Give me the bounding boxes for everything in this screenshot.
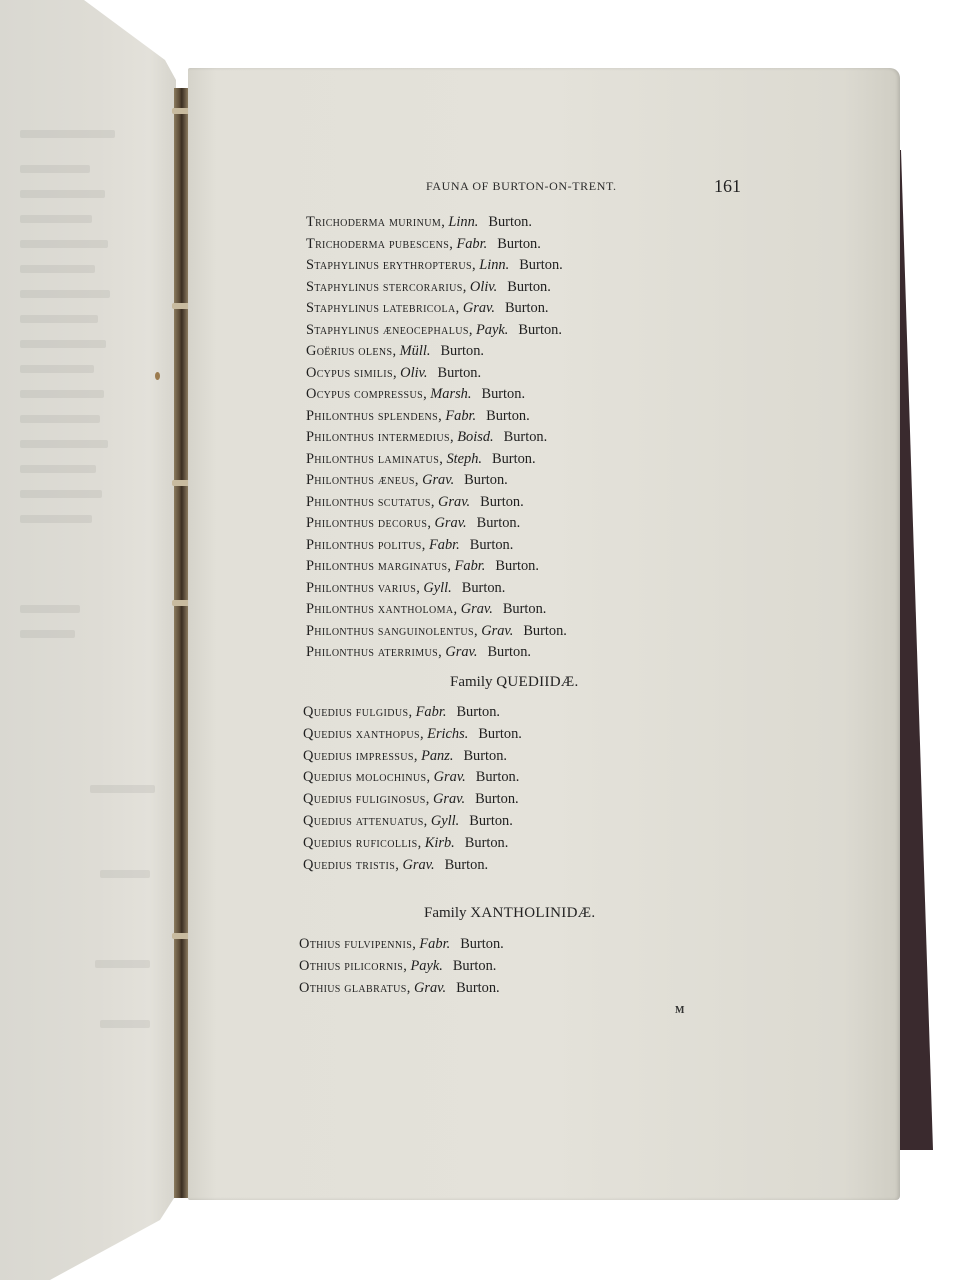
- species-entry: Philonthus politus, Fabr. Burton.: [306, 536, 514, 553]
- show-through-text: [100, 870, 150, 878]
- show-through-text: [20, 265, 95, 273]
- species-entry: Quedius xanthopus, Erichs. Burton.: [303, 725, 522, 742]
- species-entry: Philonthus aterrimus, Grav. Burton.: [306, 644, 532, 660]
- species-entry: Philonthus varius, Gyll. Burton.: [306, 579, 506, 596]
- species-entry: Quedius attenuatus, Gyll. Burton.: [303, 812, 513, 829]
- species-entry: Quedius fulgidus, Fabr. Burton.: [303, 704, 501, 720]
- species-entry: Philonthus marginatus, Fabr. Burton.: [306, 558, 539, 574]
- species-entry: Quedius tristis, Grav. Burton.: [303, 856, 489, 873]
- species-entry: Ocypus compressus, Marsh. Burton.: [306, 386, 526, 402]
- show-through-text: [95, 960, 150, 968]
- page-number: 161: [714, 176, 741, 196]
- show-through-text: [20, 365, 94, 373]
- show-through-text: [20, 315, 98, 323]
- show-through-text: [20, 605, 80, 613]
- species-list-xantholinidae: [299, 934, 504, 999]
- species-entry: Quedius impressus, Panz. Burton.: [303, 747, 508, 764]
- show-through-text: [20, 130, 115, 138]
- species-list-quediidae: [303, 702, 522, 876]
- show-through-text: [90, 785, 155, 793]
- show-through-text: [20, 465, 96, 473]
- show-through-text: [20, 630, 75, 638]
- show-through-text: [20, 440, 108, 448]
- species-entry: Philonthus xantholoma, Grav. Burton.: [306, 601, 547, 617]
- show-through-text: [100, 1020, 150, 1028]
- show-through-text: [20, 340, 106, 348]
- book-cover-edge: [895, 150, 935, 1150]
- species-entry: Othius glabratus, Grav. Burton.: [299, 979, 500, 996]
- species-entry: Philonthus æneus, Grav. Burton.: [306, 472, 508, 488]
- foxing-spot: [155, 372, 160, 380]
- species-entry: Staphylinus stercorarius, Oliv. Burton.: [306, 278, 551, 295]
- show-through-text: [20, 240, 108, 248]
- show-through-text: [20, 290, 110, 298]
- species-entry: Othius fulvipennis, Fabr. Burton.: [299, 936, 504, 952]
- book-spine-binding: [174, 88, 188, 1198]
- species-entry: Goërius olens, Müll. Burton.: [306, 343, 485, 359]
- species-entry: Philonthus splendens, Fabr. Burton.: [306, 407, 530, 424]
- show-through-text: [20, 390, 104, 398]
- species-entry: Quedius fuliginosus, Grav. Burton.: [303, 791, 519, 808]
- species-entry: Quedius molochinus, Grav. Burton.: [303, 769, 520, 786]
- species-entry: Staphylinus latebricola, Grav. Burton.: [306, 300, 549, 316]
- left-facing-page: [0, 0, 176, 1280]
- species-entry: Othius pilicornis, Payk. Burton.: [299, 957, 497, 974]
- show-through-text: [20, 215, 92, 223]
- species-entry: Ocypus similis, Oliv. Burton.: [306, 364, 482, 381]
- species-entry: Trichoderma murinum, Linn. Burton.: [306, 214, 532, 230]
- species-entry: Staphylinus æneocephalus, Payk. Burton.: [306, 321, 562, 338]
- species-entry: Quedius ruficollis, Kirb. Burton.: [303, 834, 509, 851]
- family-heading-xantholinidae: Family XANTHOLINIDÆ.: [424, 905, 596, 921]
- show-through-text: [20, 490, 102, 498]
- species-entry: Staphylinus erythropterus, Linn. Burton.: [306, 257, 563, 273]
- species-entry: Philonthus sanguinolentus, Grav. Burton.: [306, 622, 567, 639]
- show-through-text: [20, 515, 92, 523]
- show-through-text: [20, 165, 90, 173]
- species-entry: Philonthus scutatus, Grav. Burton.: [306, 493, 524, 510]
- family-heading-quediidae: Family QUEDIIDÆ.: [450, 674, 579, 690]
- species-entry: Philonthus decorus, Grav. Burton.: [306, 515, 521, 531]
- running-head: FAUNA OF BURTON-ON-TRENT.: [426, 179, 617, 193]
- printed-page: [188, 68, 900, 1200]
- species-entry: Philonthus laminatus, Steph. Burton.: [306, 450, 536, 467]
- signature-mark: M: [675, 1005, 685, 1016]
- show-through-text: [20, 415, 100, 423]
- species-entry: Trichoderma pubescens, Fabr. Burton.: [306, 235, 541, 252]
- show-through-text: [20, 190, 105, 198]
- species-list: [306, 212, 567, 664]
- species-entry: Philonthus intermedius, Boisd. Burton.: [306, 429, 548, 445]
